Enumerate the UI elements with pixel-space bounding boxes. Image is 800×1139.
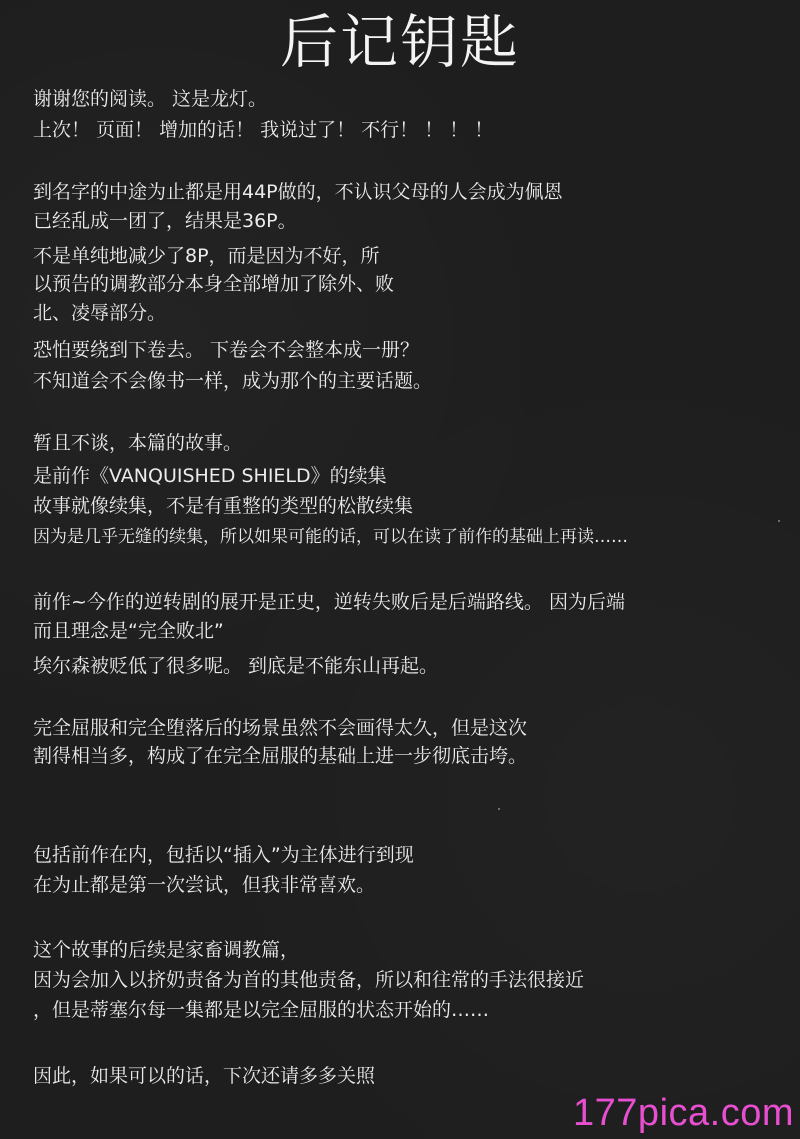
text-line: 上次！ 页面！ 增加的话！ 我说过了！ 不行！ ！ ！ ！ [33, 119, 494, 141]
text-line: 完全屈服和完全堕落后的场景虽然不会画得太久，但是这次 [33, 717, 528, 739]
text-line: 埃尔森被贬低了很多呢。 到底是不能东山再起。 [33, 655, 439, 677]
text-line: 故事就像续集，不是有重整的类型的松散续集 [33, 495, 414, 517]
text-line: 不是单纯地减少了8P，而是因为不好，所 [33, 245, 380, 267]
text-line: 是前作《VANQUISHED SHIELD》的续集 [33, 465, 387, 487]
scan-speck [778, 520, 780, 522]
site-watermark: 177pica.com [573, 1092, 794, 1134]
text-line: 已经乱成一团了，结果是36P。 [33, 210, 297, 232]
text-line: 北、凌辱部分。 [33, 302, 167, 324]
text-line: ，但是蒂塞尔每一集都是以完全屈服的状态开始的…… [33, 999, 490, 1021]
text-line: 前作~今作的逆转剧的展开是正史，逆转失败后是后端路线。 因为后端 [33, 591, 625, 613]
text-line: 以预告的调教部分本身全部增加了除外、败 [33, 273, 395, 295]
text-line: 这个故事的后续是家畜调教篇， [33, 939, 300, 961]
text-line: 割得相当多，构成了在完全屈服的基础上进一步彻底击垮。 [33, 745, 528, 767]
text-line: 因为是几乎无缝的续集，所以如果可能的话，可以在读了前作的基础上再读…… [33, 527, 628, 547]
text-line: 暂且不谈，本篇的故事。 [33, 432, 243, 454]
text-line: 包括前作在内，包括以“插入”为主体进行到现 [33, 844, 414, 866]
text-line: 因为会加入以挤奶责备为首的其他责备，所以和往常的手法很接近 [33, 969, 585, 991]
text-line: 而且理念是“完全败北” [33, 620, 224, 642]
scan-speck [498, 808, 500, 810]
text-line: 恐怕要绕到下卷去。 下卷会不会整本成一册？ [33, 339, 420, 361]
text-line: 不知道会不会像书一样，成为那个的主要话题。 [33, 370, 433, 392]
text-line: 到名字的中途为止都是用44P做的，不认识父母的人会成为佩恩 [33, 181, 563, 203]
text-line: 在为止都是第一次尝试，但我非常喜欢。 [33, 874, 376, 896]
page-title: 后记钥匙 [279, 8, 520, 76]
text-line: 谢谢您的阅读。 这是龙灯。 [33, 88, 268, 110]
text-line: 因此，如果可以的话，下次还请多多关照 [33, 1065, 376, 1087]
